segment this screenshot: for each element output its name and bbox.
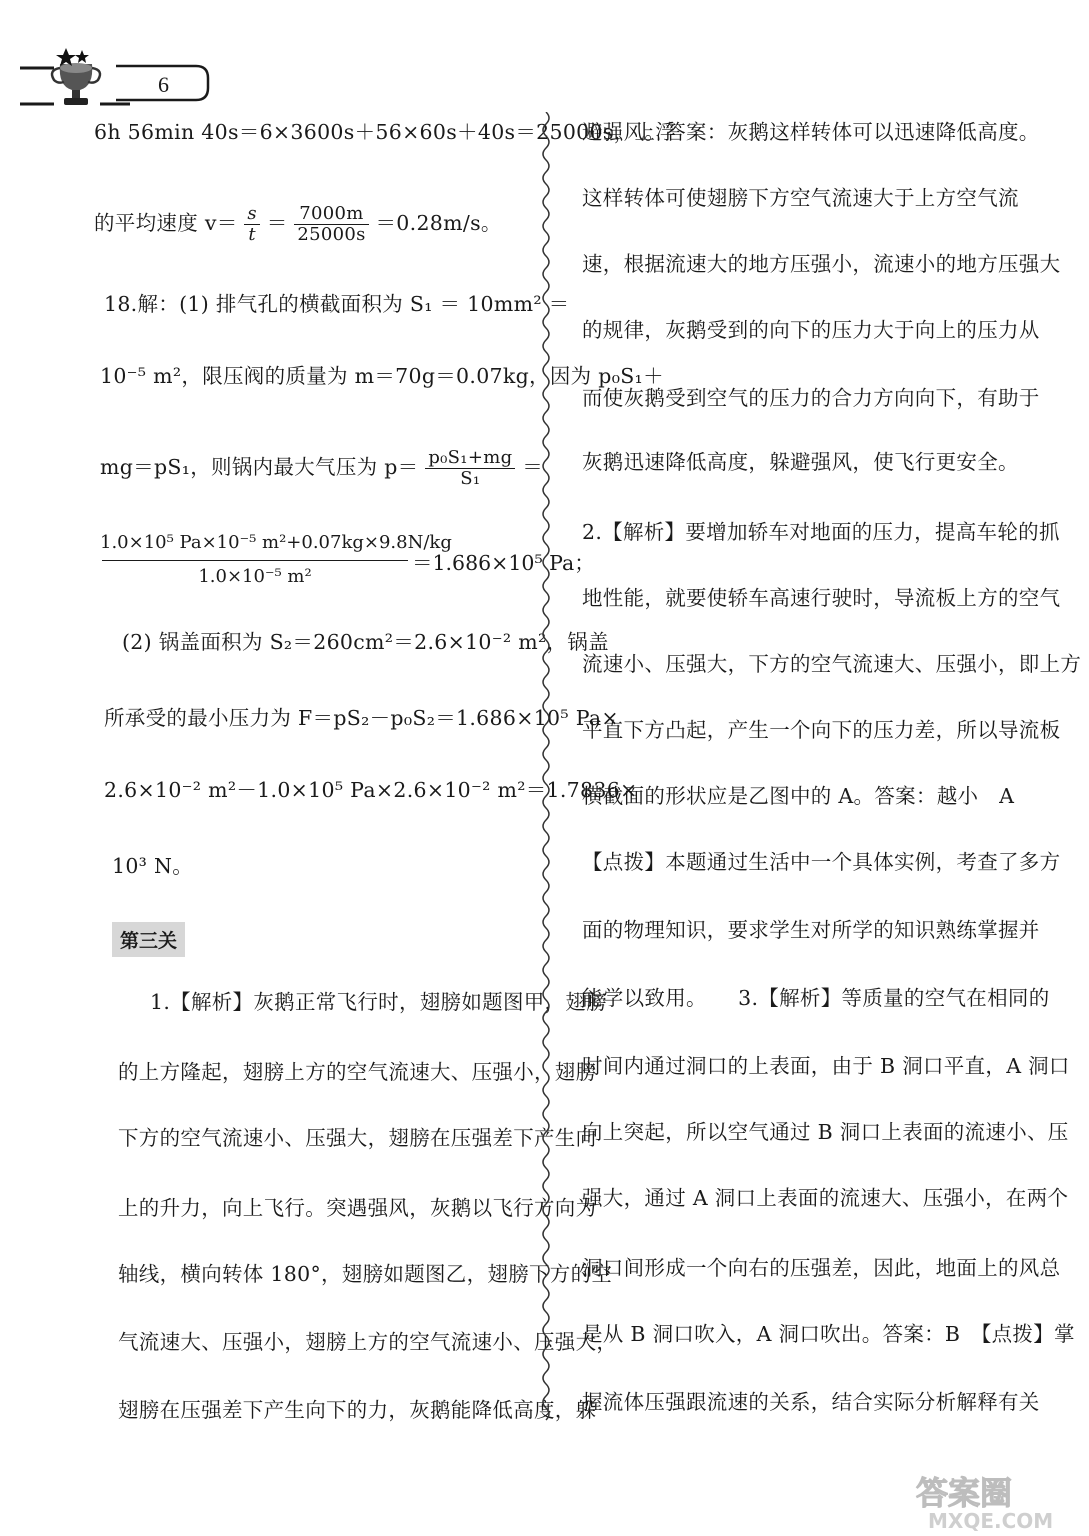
right-line-14: 能学以致用。 3.【解析】等质量的空气在相同的 (582, 986, 1050, 1010)
pressure-prefix: mg＝pS₁，则锅内最大气压为 p＝ (100, 455, 419, 479)
pressure-suffix: ＝ (522, 455, 544, 479)
right-line-16: 向上突起，所以空气通过 B 洞口上表面的流速小、压 (582, 1120, 1069, 1144)
right-line-11: 横截面的形状应是乙图中的 A。答案：越小 A (582, 784, 1015, 808)
calc-numerator: 1.0×10⁵ Pa×10⁻⁵ m²+0.07kg×9.8N/kg (100, 532, 452, 553)
page-number: 6 (158, 72, 169, 97)
left-line-7: 10³ N。 (112, 854, 194, 878)
left-line-9: 的上方隆起，翅膀上方的空气流速大、压强小，翅膀 (118, 1060, 597, 1084)
left-line-13: 气流速大、压强小，翅膀上方的空气流速小、压强大， (118, 1330, 618, 1354)
fraction-distance-over-time (294, 204, 368, 245)
fraction-denominator: 25000s (297, 224, 366, 245)
left-line-10: 下方的空气流速小、压强大，翅膀在压强差下产生向 (118, 1126, 597, 1150)
left-line-2: 18.解：(1) 排气孔的横截面积为 S₁ ＝ 10mm² ＝ (104, 292, 570, 316)
right-line-13: 面的物理知识，要求学生对所学的知识熟练掌握并 (582, 918, 1040, 942)
right-line-17: 强大，通过 A 洞口上表面的流速大、压强小，在两个 (582, 1186, 1069, 1210)
fraction-denominator: t (248, 224, 256, 245)
right-line-4: 的规律，灰鹅受到的向下的压力大于向上的压力从 (582, 318, 1040, 342)
fraction-pressure (425, 448, 515, 489)
fraction-s-over-t (244, 204, 260, 245)
left-line-6: 2.6×10⁻² m²－1.0×10⁵ Pa×2.6×10⁻² m²＝1.7836× (104, 778, 638, 802)
left-line-1: 6h 56min 40s＝6×3600s＋56×60s＋40s＝25000s，上浮 (94, 120, 677, 144)
calc-denominator: 1.0×10⁻⁵ m² (198, 566, 312, 587)
right-line-7: 2.【解析】要增加轿车对地面的压力，提高车轮的抓 (582, 520, 1060, 544)
left-line-11: 上的升力，向上飞行。突遇强风，灰鹅以飞行方向为 (118, 1196, 597, 1220)
right-line-20: 握流体压强跟流速的关系，结合实际分析解释有关 (582, 1390, 1040, 1414)
left-line-5: 所承受的最小压力为 F＝pS₂－p₀S₂＝1.686×10⁵ Pa× (104, 706, 619, 730)
trophy-icon (20, 46, 220, 110)
right-line-10: 平直下方凸起，产生一个向下的压力差，所以导流板 (582, 718, 1061, 742)
left-line-8: 1.【解析】灰鹅正常飞行时，翅膀如题图甲，翅膀 (150, 990, 607, 1014)
watermark-url: MXQE.COM (928, 1509, 1054, 1532)
section-label: 第三关 (112, 922, 185, 957)
right-line-15: 时间内通过洞口的上表面，由于 B 洞口平直，A 洞口 (582, 1054, 1070, 1078)
right-line-5: 而使灰鹅受到空气的压力的合力方向向下，有助于 (582, 386, 1040, 410)
right-line-9: 流速小、压强大，下方的空气流速大、压强小，即上方 (582, 652, 1082, 676)
right-line-6: 灰鹅迅速降低高度，躲避强风，使飞行更安全。 (582, 450, 1019, 474)
right-line-3: 速，根据流速大的地方压强小，流速小的地方压强大 (582, 252, 1061, 276)
right-line-18: 洞口间形成一个向右的压强差，因此，地面上的风总 (582, 1256, 1061, 1280)
fraction-numerator: s (244, 204, 260, 225)
equals-sign: ＝ (266, 211, 288, 235)
speed-result: ＝0.28m/s。 (375, 211, 502, 235)
right-line-8: 地性能，就要使轿车高速行驶时，导流板上方的空气 (582, 586, 1061, 610)
speed-formula-line (94, 204, 502, 245)
right-line-19: 是从 B 洞口吹入，A 洞口吹出。答案：B 【点拨】掌 (582, 1322, 1075, 1346)
fraction-numerator: p₀S₁+mg (425, 448, 515, 469)
left-line-14: 翅膀在压强差下产生向下的力，灰鹅能降低高度，躲 (118, 1398, 597, 1422)
right-line-1: 避强风。答案：灰鹅这样转体可以迅速降低高度。 (582, 120, 1040, 144)
calc-result: ＝1.686×10⁵ Pa； (412, 551, 595, 575)
left-line-3: 10⁻⁵ m²，限压阀的质量为 m＝70g＝0.07kg，因为 p₀S₁＋ (100, 364, 664, 388)
page-header (20, 46, 220, 110)
left-line-4: (2) 锅盖面积为 S₂＝260cm²＝2.6×10⁻² m²，锅盖 (122, 630, 609, 654)
left-line-12: 轴线，横向转体 180°，翅膀如题图乙，翅膀下方的空 (118, 1262, 613, 1286)
column-divider (532, 112, 560, 1422)
fraction-denominator: S₁ (460, 468, 481, 489)
watermark-text: 答案圈 (916, 1474, 1013, 1512)
fraction-bar (102, 560, 408, 561)
watermark-logo (908, 1470, 1084, 1532)
pressure-formula-line (100, 448, 543, 489)
speed-prefix: 的平均速度 v＝ (94, 211, 238, 235)
right-line-12: 【点拨】本题通过生活中一个具体实例，考查了多方 (582, 850, 1061, 874)
fraction-numerator: 7000m (294, 204, 368, 225)
right-line-2: 这样转体可使翅膀下方空气流速大于上方空气流 (582, 186, 1019, 210)
